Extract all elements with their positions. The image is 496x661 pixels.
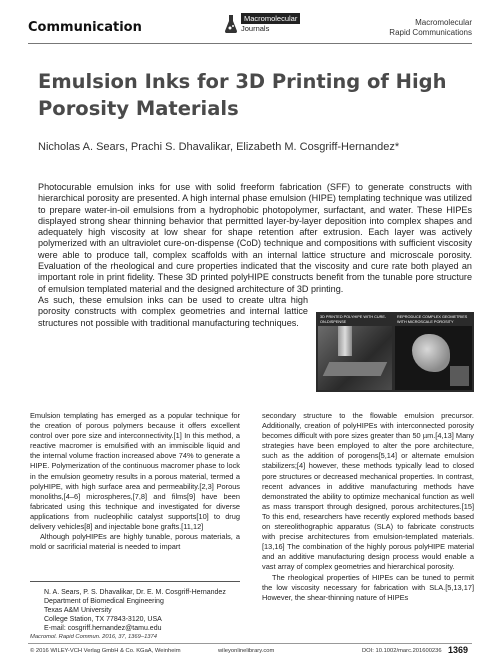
print-nozzle-shape xyxy=(338,326,352,356)
page-number: 1369 xyxy=(448,645,469,655)
affiliation-department: Department of Biomedical Engineering xyxy=(44,598,164,606)
print-bed-shape xyxy=(323,362,388,376)
affiliation-authors: N. A. Sears, P. S. Dhavalikar, Dr. E. M. Cosgriff-Hernandez xyxy=(44,589,226,596)
footer-citation: Macromol. Rapid Commun. 2016, 37, 1369–1374 xyxy=(30,634,157,640)
abstract-text-tail: As such, these emulsion inks can be used to create ultra high porosity constructs with complex geometries and internal lattice structures not possible with traditional manufacturing techniques. xyxy=(38,294,308,328)
footer-rule xyxy=(28,643,472,644)
journal-name-line2: Rapid Communications xyxy=(389,28,472,37)
footer-website-link[interactable]: wileyonlinelibrary.com xyxy=(218,648,275,654)
footer-copyright: © 2016 WILEY-VCH Verlag GmbH & Co. KGaA, Weinheim xyxy=(30,648,181,654)
affiliation-rule xyxy=(30,581,240,582)
journal-name-line1: Macromolecular xyxy=(415,18,472,27)
article-title: Emulsion Inks for 3D Printing of High Porosity Materials xyxy=(38,70,447,120)
journal-logo xyxy=(224,11,298,37)
affiliation-block xyxy=(44,588,226,633)
toc-caption-right: REPRODUCE COMPLEX GEOMETRIES WITH MICROSCALE POROSITY xyxy=(397,315,468,324)
affiliation-email[interactable]: E-mail: cosgriff.hernandez@tamu.edu xyxy=(44,625,162,633)
affiliation-university: Texas A&M University xyxy=(44,607,112,615)
body-column-left xyxy=(30,411,240,552)
journal-name xyxy=(389,18,472,38)
affiliation-address: College Station, TX 77843-3120, USA xyxy=(44,616,162,624)
abstract-text: Photocurable emulsion inks for use with solid freeform fabrication (SFF) to generate constructs with hierarchical porosity are presented. A high internal phase emulsion (HIPE) templating technique was utilized to prepare water-in-oil emulsions from a hydrophobic photopolymer, surfactant, and water. These HIPEs displayed strong shear thinning behavior that permitted layer-by-layer deposition into complex shapes and adequately high viscosity at low shear for shape retention after extrusion. Each layer was actively polymerized with an ultraviolet cure-on-dispense (CoD) technique and compositions with sufficient viscosity were able to produce tall, complex scaffolds with an internal lattice structure and microscale porosity. Evaluation of the rheological and cure properties indicated that the viscosity and cure rate both played an important role in print fidelity. These 3D printed polyHIPE constructs benefit from the tunable pore structure of emulsion templated material and the designed architecture of 3D printing. xyxy=(38,182,472,294)
article-authors: Nicholas A. Sears, Prachi S. Dhavalikar, Elizabeth M. Cosgriff-Hernandez* xyxy=(38,141,400,153)
body-column-right xyxy=(262,411,474,603)
logo-text-journals: Journals xyxy=(241,24,270,33)
sem-inset-image xyxy=(450,366,469,386)
page-header xyxy=(0,0,496,44)
abstract xyxy=(38,182,472,329)
body-paragraph: Emulsion templating has emerged as a popular technique for the creation of porous polymers because it offers excellent control over pore size and interconnectivity.[1] In this method, a reactive macromer is emulsified with an immiscible liquid and the internal volume fraction increased above 74% to generate a HIPE. Polymerization of the continuous macromer phase to lock in the emulsion geometry results in a porous material, termed a polyHIPE, with high surface area and permeability.[2,3] Porous monoliths,[4–6] microspheres,[7,8] and films[9] have been fabricated using this technique and investigated for diverse applications from nucleophilic catalyst supports[10] to drug delivery vehicles[8] and injectable bone grafts.[11,12] xyxy=(30,411,240,532)
footer-doi[interactable]: DOI: 10.1002/marc.201600236 xyxy=(362,648,442,654)
toc-caption-left: 3D PRINTED POLYHIPE WITH CURE-ON-DISPENSE xyxy=(320,315,387,324)
printing-photo xyxy=(318,326,392,390)
body-paragraph: secondary structure to the flowable emulsion precursor. Additionally, creation of polyHIPEs with interconnected porosity becomes difficult with pore sizes greater than 50 µm.[4,13] Many strategies have been employed to alter the pore architecture, such as the addition of porogens[5,14] or alternate emulsion stabilizers;[4] however, these methods typically lead to closed pore structures or decreased mechanical properties. In contrast, recent advances in additive manufacturing methods have demonstrated the ability to optimize mechanical function as well as mass transport through designed, porous architectures.[15] To this end, researchers have recently explored methods based on stereolithographic apparatus (SLA) to fabricate constructs with precise architectures from emulsion-templated materials.[13,16] The combination of the highly porous polyHIPE material and an additive manufacturing design process would enable a vast array of complex geometries and hierarchical porosity. xyxy=(262,411,474,572)
section-label: Communication xyxy=(28,20,142,35)
toc-graphic xyxy=(316,312,474,392)
flask-icon xyxy=(224,14,238,34)
logo-text-macromolecular: Macromolecular xyxy=(241,13,300,24)
body-paragraph: Although polyHIPEs are highly tunable, porous materials, a mold or sacrificial material is needed to impart xyxy=(30,532,240,552)
body-paragraph: The rheological properties of HIPEs can be tuned to permit the low viscosity necessary for fabrication with SLA.[5,13,17] However, the shear-thinning nature of HIPEs xyxy=(262,572,474,602)
header-rule xyxy=(28,43,472,44)
